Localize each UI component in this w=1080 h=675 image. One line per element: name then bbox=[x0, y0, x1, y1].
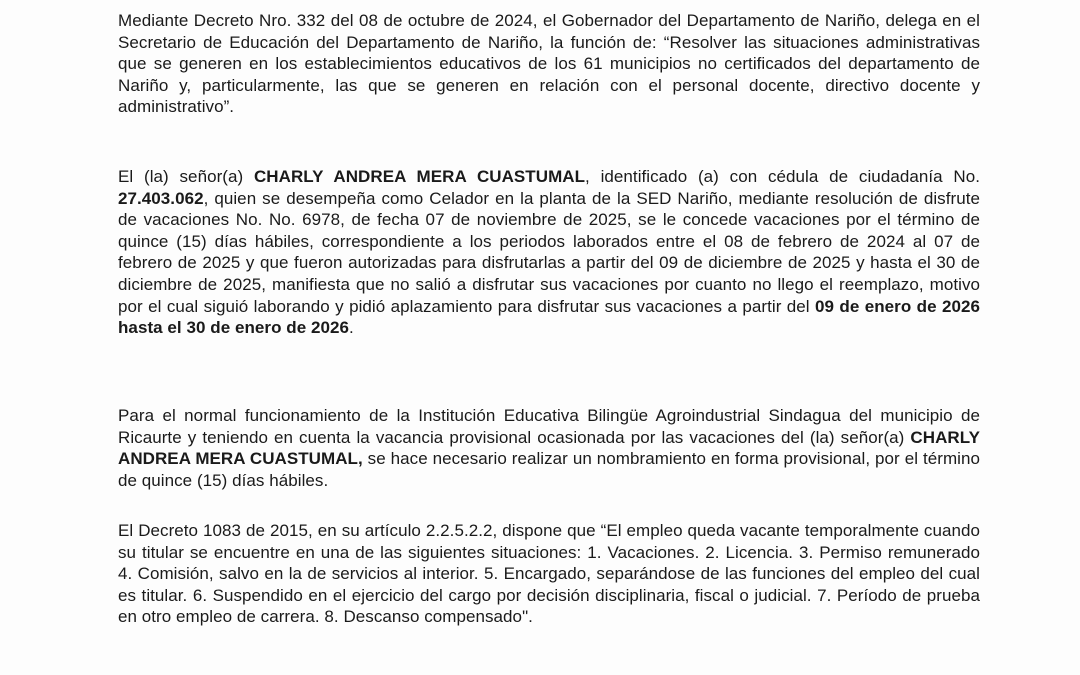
paragraph-provisional-appointment bbox=[118, 405, 980, 491]
paragraph-text: . bbox=[349, 318, 354, 338]
paragraph-text: Mediante Decreto Nro. 332 del 08 de octubre de 2024, el Gobernador del Departamento de Nariño, delega en el Secretario de Educación del Departamento de Nariño, la función de: “Resolver las situaciones administrativas que se generen en los establecimientos educativos de los 61 municipios no certificados del departamento de Nariño y, particularmente, las que se generen en relación con el personal docente, directivo docente y administrativo”. bbox=[118, 11, 980, 117]
id-number: 27.403.062 bbox=[118, 188, 204, 208]
paragraph-text: Para el normal funcionamiento de la Institución Educativa Bilingüe Agroindustrial Sindagua del municipio de Ricaurte y teniendo en cuenta la vacancia provisional ocasionada por las vacaciones del (la) señor(a) bbox=[118, 406, 980, 447]
paragraph-decree-332 bbox=[118, 10, 980, 118]
paragraph-vacation-postponement bbox=[118, 166, 980, 339]
paragraph-text: , identificado (a) con cédula de ciudadanía No. bbox=[585, 167, 980, 186]
employee-name: CHARLY ANDREA MERA CUASTUMAL, bbox=[118, 427, 980, 469]
vacation-period: 09 de enero de 2026 hasta el 30 de enero de 2026 bbox=[118, 296, 980, 338]
paragraph-text: , quien se desempeña como Celador en la planta de la SED Nariño, mediante resolución de disfrute de vacaciones No. No. 6978, de fecha 07 de noviembre de 2025, se le concede vacaciones por el término de quince (15) días hábiles, correspondiente a los periodos laborados entre el 08 de febrero de 2024 al 07 de febrero de 2025 y que fueron autorizadas para disfrutarlas a partir del 09 de diciembre de 2025 y hasta el 30 de diciembre de 2025, manifiesta que no salió a disfrutar sus vacaciones por cuanto no llego el reemplazo, motivo por el cual siguió laborando y pidió aplazamiento para disfrutar sus vacaciones a partir del bbox=[118, 188, 980, 316]
employee-name: CHARLY ANDREA MERA CUASTUMAL bbox=[253, 167, 586, 186]
paragraph-text: El Decreto 1083 de 2015, en su artículo 2.2.5.2.2, dispone que “El empleo queda vacante temporalmente cuando su titular se encuentre en una de las siguientes situaciones: 1. Vacaciones. 2. Licencia. 3. Permiso remunerado 4. Comisión, salvo en la de servicios al interior. 5. Encargado, separándose de las funciones del empleo del cual es titular. 6. Suspendido en el ejercicio del cargo por decisión disciplinaria, fiscal o judicial. 7. Período de prueba en otro empleo de carrera. 8. Descanso compensado". bbox=[118, 521, 980, 627]
paragraph-text: El (la) señor(a) bbox=[118, 167, 254, 186]
paragraph-text: se hace necesario realizar un nombramiento en forma provisional, por el término de quince (15) días hábiles. bbox=[118, 449, 980, 490]
paragraph-decree-1083 bbox=[118, 520, 980, 628]
